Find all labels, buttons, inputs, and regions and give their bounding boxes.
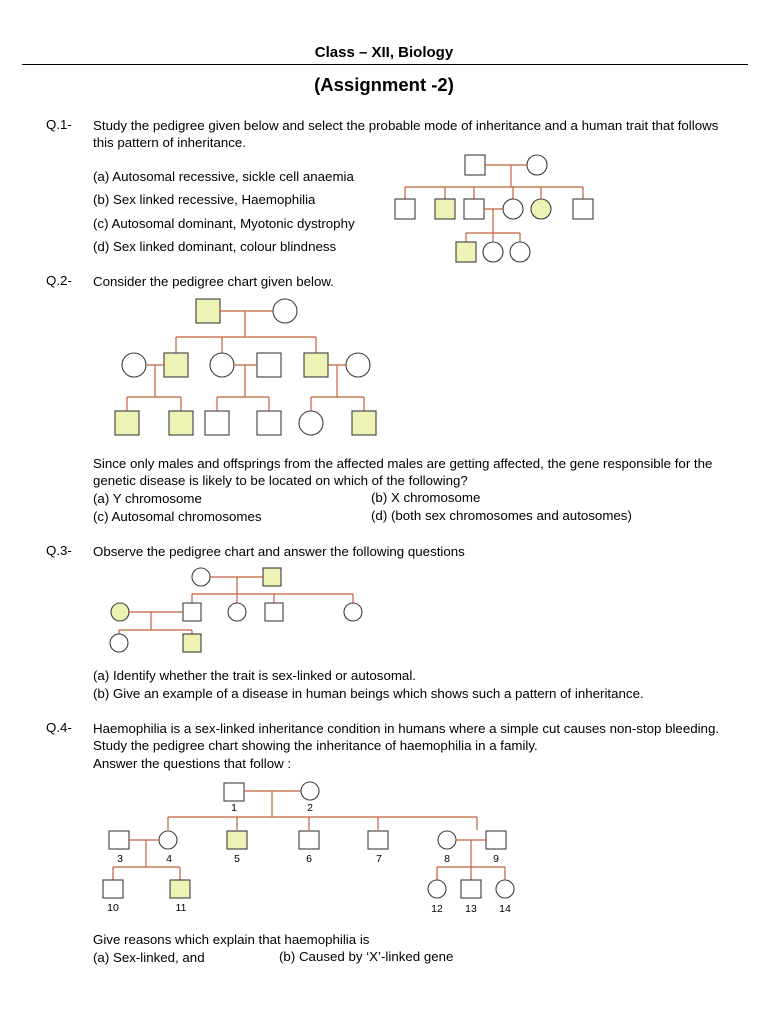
q3-gen3-male-affected [183,634,201,652]
q2-number: Q.2- [46,273,72,288]
q4-label-9: 9 [493,853,499,865]
q1-gen2-male-affected [435,199,455,219]
q4-label-13: 13 [465,903,477,915]
q4-label-12: 12 [431,903,443,915]
q2-question: Since only males and offsprings from the affected males are getting affected, the gene responsible for the genetic disease is likely to be located on which of the following? [93,456,713,488]
q4-individual-13 [461,880,481,898]
q2-gen3-male-affected-1 [115,411,139,435]
class-header: Class – XII, Biology [314,44,454,61]
q4-label-2: 2 [307,802,313,814]
q1-gen2-female-affected [531,199,551,219]
q1-option-a: (a) Autosomal recessive, sickle cell anaemia [93,169,354,184]
q1-pedigree [395,155,593,262]
q4-label-1: 1 [231,802,237,814]
q2-gen2-female [210,353,234,377]
q4-individual-1 [224,783,244,801]
q2-gen3-female [299,411,323,435]
q3-part-b: (b) Give an example of a disease in human beings which shows such a pattern of inheritance. [93,686,644,701]
q4-individual-8 [438,831,456,849]
q1-gen2-female-1 [503,199,523,219]
q1-option-b: (b) Sex linked recessive, Haemophilia [93,192,316,207]
q2-gen3-male-2 [257,411,281,435]
q3-number: Q.3- [46,543,72,558]
q4-individual-3 [109,831,129,849]
q4-label-6: 6 [306,853,312,865]
q3-gen2-male-2 [265,603,283,621]
q4-reason-b: (b) Caused by ‘X’-linked gene [279,949,454,964]
q1-gen1-female [527,155,547,175]
q1-gen2-male-3 [573,199,593,219]
assignment-title: (Assignment -2) [314,74,454,95]
q4-individual-12 [428,880,446,898]
q3-gen2-female-affected [111,603,129,621]
q3-gen2-female-1 [228,603,246,621]
q2-gen2-spouse-male [257,353,281,377]
q3-gen2-male-1 [183,603,201,621]
q4-label-8: 8 [444,853,450,865]
q4-pedigree [103,782,514,915]
q4-label-10: 10 [107,902,119,914]
q3-text: Observe the pedigree chart and answer the following questions [93,544,465,559]
q4-label-11: 11 [175,902,187,914]
q1-gen1-male [465,155,485,175]
q4-label-3: 3 [117,853,123,865]
q3-gen1-male-affected [263,568,281,586]
q4-individual-2 [301,782,319,800]
q1-gen3-female-2 [510,242,530,262]
q2-gen1-male-affected [196,299,220,323]
q3-gen1-female [192,568,210,586]
q1-option-c: (c) Autosomal dominant, Myotonic dystrophy [93,216,355,231]
q4-reasons-intro: Give reasons which explain that haemophilia is [93,932,370,947]
q2-gen1-female [273,299,297,323]
q2-option-c: (c) Autosomal chromosomes [93,509,262,524]
q2-gen2-spouse-female-1 [122,353,146,377]
q4-individual-14 [496,880,514,898]
q3-gen2-female-2 [344,603,362,621]
q4-individual-7 [368,831,388,849]
q4-individual-4 [159,831,177,849]
q1-gen2-male-2 [464,199,484,219]
q2-option-a: (a) Y chromosome [93,491,202,506]
q4-individual-11-affected [170,880,190,898]
q4-individual-9 [486,831,506,849]
q2-gen2-spouse-female-2 [346,353,370,377]
q2-option-d: (d) (both sex chromosomes and autosomes) [371,508,632,523]
q4-label-4: 4 [166,853,172,865]
q1-number: Q.1- [46,117,72,132]
q4-individual-10 [103,880,123,898]
q2-gen3-male-1 [205,411,229,435]
q2-pedigree [115,299,376,435]
q2-gen3-male-affected-2 [169,411,193,435]
q3-pedigree [110,568,362,652]
q1-text: Study the pedigree given below and select the probable mode of inheritance and a human trait that follows this pattern of inheritance. [93,118,719,150]
q4-individual-5-affected [227,831,247,849]
q2-gen2-male-affected-2 [304,353,328,377]
q4-label-14: 14 [499,903,511,915]
q2-text: Consider the pedigree chart given below. [93,274,334,289]
q1-gen3-female-1 [483,242,503,262]
q4-label-7: 7 [376,853,382,865]
q4-text: Haemophilia is a sex-linked inheritance condition in humans where a simple cut causes non-stop bleeding. Study the pedigree chart showing the inheritance of haemophilia in a family. [93,721,720,753]
q2-gen2-male-affected-1 [164,353,188,377]
q4-individual-6 [299,831,319,849]
q2-gen3-male-affected-3 [352,411,376,435]
q3-part-a: (a) Identify whether the trait is sex-linked or autosomal. [93,668,416,683]
q4-text-answer: Answer the questions that follow : [93,756,292,771]
q2-option-b: (b) X chromosome [371,490,481,505]
q1-gen2-male-1 [395,199,415,219]
q1-gen3-male-affected [456,242,476,262]
q4-reason-a: (a) Sex-linked, and [93,950,205,965]
q4-label-5: 5 [234,853,240,865]
q4-number: Q.4- [46,720,72,735]
q1-option-d: (d) Sex linked dominant, colour blindness [93,239,337,254]
q3-gen3-female [110,634,128,652]
